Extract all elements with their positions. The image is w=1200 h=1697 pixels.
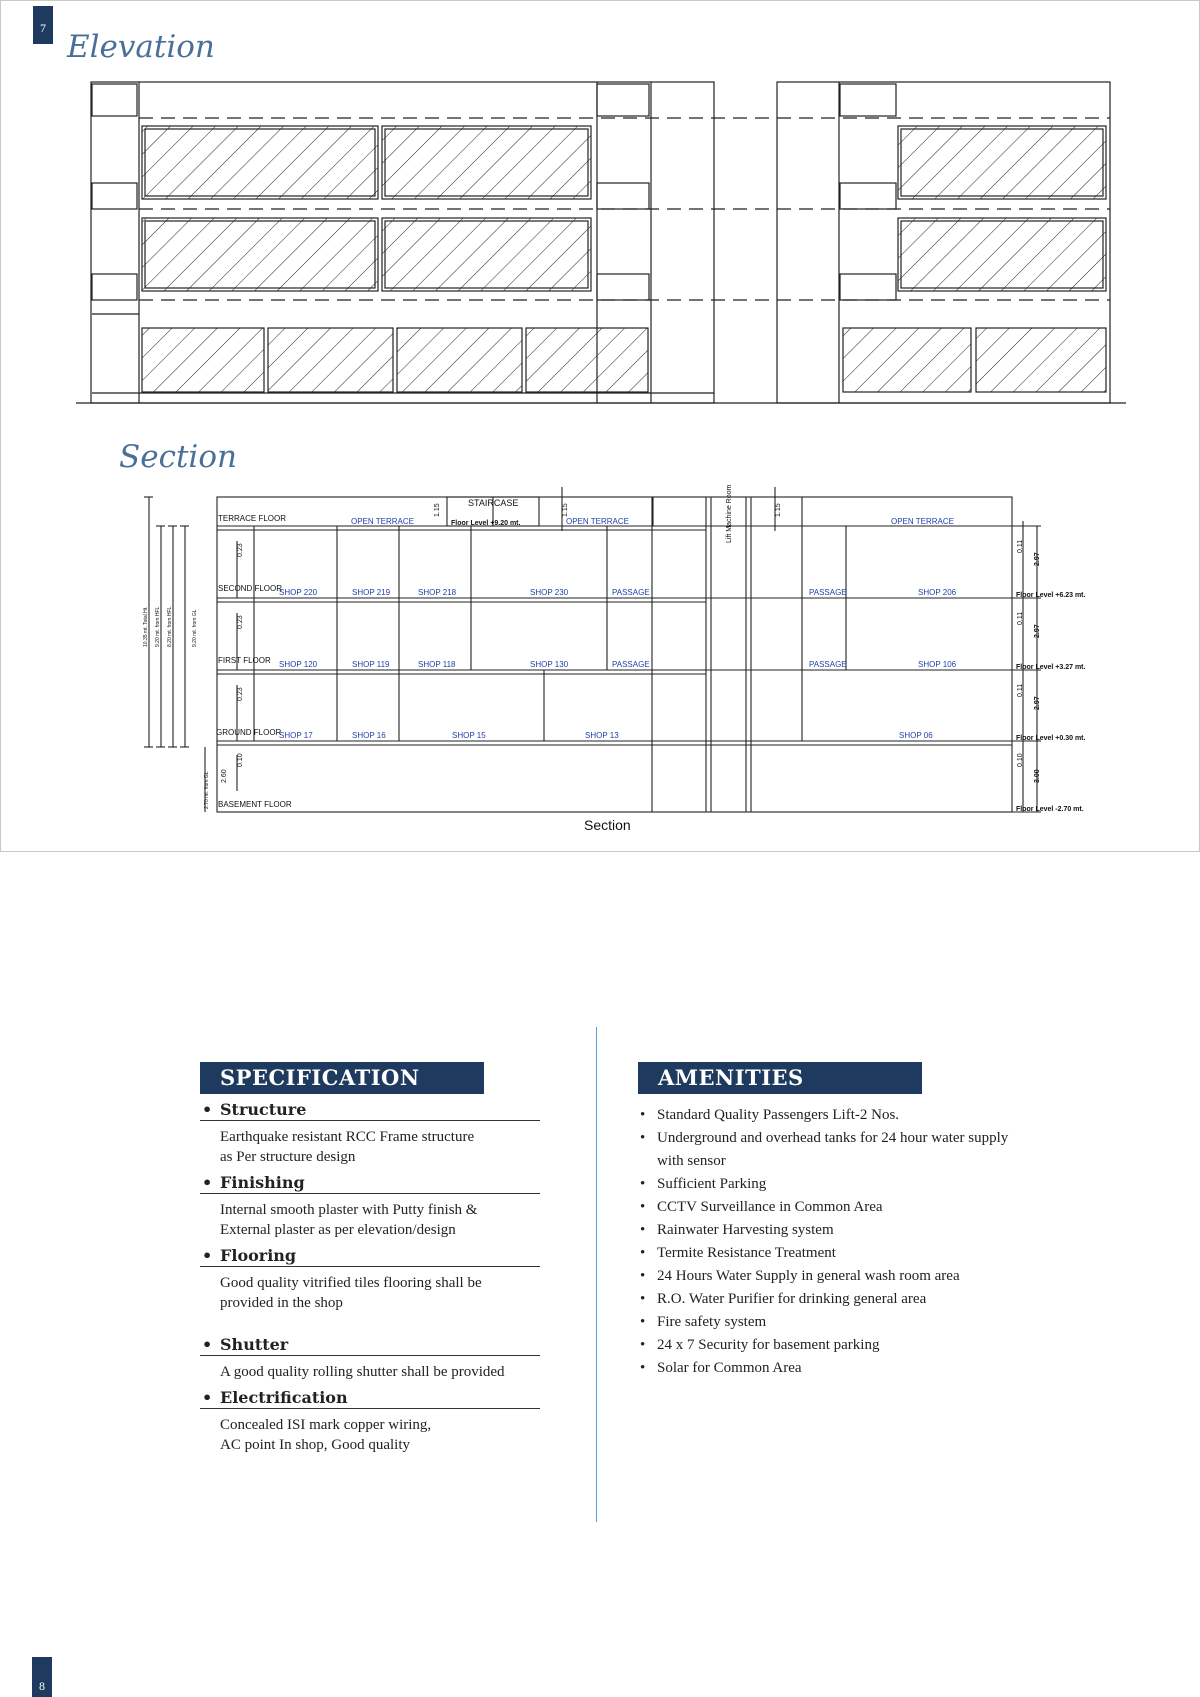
shop-label: SHOP 15 — [452, 731, 486, 740]
amenities-title: AMENITIES — [638, 1062, 922, 1094]
spec-item-finishing — [200, 1173, 545, 1240]
list-item: • CCTV Surveillance in Common Area — [638, 1196, 1017, 1219]
height-dim-3: 8.20 mt. from HFL — [167, 606, 173, 647]
bullet-icon: • — [640, 1314, 646, 1330]
bullet-icon: • — [640, 1222, 646, 1238]
spec-item-structure — [200, 1100, 545, 1167]
shop-label: SHOP 120 — [279, 660, 318, 669]
bullet-icon: • — [202, 1388, 213, 1407]
floor-level-second: Floor Level +6.23 mt. — [1016, 592, 1086, 599]
left-dim-2: 0.23 — [237, 615, 244, 629]
shop-label: SHOP 17 — [279, 731, 313, 740]
floor-level-basement: Floor Level -2.70 mt. — [1016, 806, 1084, 813]
list-item: • Termite Resistance Treatment — [638, 1242, 1017, 1265]
spec-item-flooring — [200, 1246, 545, 1313]
open-terrace-label-3: OPEN TERRACE — [891, 517, 954, 526]
slab-dim-4: 0.10 — [1017, 753, 1024, 767]
slab-dim-3: 0.11 — [1017, 683, 1024, 697]
parapet-dim-1: 1.15 — [434, 503, 441, 517]
staircase-label: STAIRCASE — [468, 498, 519, 508]
spec-heading: Flooring — [220, 1246, 297, 1265]
shop-label: SHOP 230 — [530, 588, 569, 597]
bullet-icon: • — [202, 1100, 213, 1119]
level-dim-4: 3.00 — [1034, 769, 1041, 783]
left-dim-3: 0.23 — [237, 687, 244, 701]
bullet-icon: • — [640, 1130, 646, 1146]
basement-dim-1: 2.70 mt. from GL — [204, 771, 210, 809]
spec-item-electrification — [200, 1388, 545, 1455]
bullet-icon: • — [202, 1173, 213, 1192]
passage-label: PASSAGE — [809, 588, 847, 597]
open-terrace-label-2: OPEN TERRACE — [566, 517, 629, 526]
bullet-icon: • — [640, 1337, 646, 1353]
spec-heading: Electrification — [220, 1388, 348, 1407]
spec-line: AC point In shop, Good quality — [220, 1437, 410, 1453]
parapet-dim-3: 1.15 — [775, 503, 782, 517]
specification-section — [200, 1062, 545, 1455]
spec-line: External plaster as per elevation/design — [220, 1222, 456, 1238]
shop-label: SHOP 206 — [918, 588, 957, 597]
list-item: • Standard Quality Passengers Lift-2 Nos. — [638, 1104, 1017, 1127]
page-8 — [0, 852, 1200, 1697]
section-heading: Section — [119, 439, 237, 475]
passage-label: PASSAGE — [612, 660, 650, 669]
list-item: • R.O. Water Purifier for drinking general area — [638, 1288, 1017, 1311]
level-dim-3: 2.97 — [1034, 696, 1041, 710]
basement-dim-2: 2.60 — [221, 769, 228, 783]
list-item: • Sufficient Parking — [638, 1173, 1017, 1196]
bullet-icon: • — [640, 1268, 646, 1284]
floor-level-first: Floor Level +3.27 mt. — [1016, 664, 1086, 671]
spec-heading: Finishing — [220, 1173, 305, 1192]
bullet-icon: • — [640, 1360, 646, 1376]
list-item: • 24 Hours Water Supply in general wash room area — [638, 1265, 1017, 1288]
shop-label: SHOP 118 — [418, 660, 456, 669]
bullet-icon: • — [640, 1245, 646, 1261]
amenities-section — [638, 1062, 1018, 1380]
column-divider — [596, 1027, 597, 1522]
shop-label: SHOP 06 — [899, 731, 933, 740]
bullet-icon: • — [640, 1107, 646, 1123]
spec-line: A good quality rolling shutter shall be provided — [220, 1364, 505, 1380]
shop-label: SHOP 13 — [585, 731, 619, 740]
bullet-icon: • — [202, 1246, 213, 1265]
second-floor-label: SECOND FLOOR — [218, 584, 283, 593]
floor-level-ground: Floor Level +0.30 mt. — [1016, 735, 1086, 742]
lift-machine-room-label: Lift Machine Room — [726, 484, 733, 543]
section-drawing — [144, 487, 1041, 812]
spec-line: provided in the shop — [220, 1295, 343, 1311]
height-dim-4: 9.20 mt. from GL — [192, 609, 198, 647]
left-dim-4: 0.10 — [237, 753, 244, 767]
slab-dim-2: 0.11 — [1017, 611, 1024, 625]
list-item: • 24 x 7 Security for basement parking — [638, 1334, 1017, 1357]
spec-line: Internal smooth plaster with Putty finish & — [220, 1202, 478, 1218]
architectural-drawings — [1, 1, 1200, 853]
spec-heading: Shutter — [220, 1335, 289, 1354]
shop-label: SHOP 220 — [279, 588, 318, 597]
page-number-badge: 8 — [32, 1657, 52, 1697]
terrace-level-label: Floor Level +9.20 mt. — [451, 520, 521, 527]
elevation-heading: Elevation — [67, 29, 215, 65]
shop-label: SHOP 130 — [530, 660, 569, 669]
section-caption: Section — [584, 817, 631, 833]
ground-floor-label: GROUND FLOOR — [216, 728, 282, 737]
first-floor-label: FIRST FLOOR — [218, 656, 271, 665]
spec-line: as Per structure design — [220, 1149, 356, 1165]
bullet-icon: • — [640, 1291, 646, 1307]
specification-title: SPECIFICATION — [200, 1062, 484, 1094]
list-item: • Rainwater Harvesting system — [638, 1219, 1017, 1242]
level-dim-2: 2.97 — [1034, 624, 1041, 638]
page-number-badge: 7 — [33, 6, 53, 44]
passage-label: PASSAGE — [612, 588, 650, 597]
list-item: • Underground and overhead tanks for 24 hour water supply with sensor — [638, 1127, 1017, 1173]
bullet-icon: • — [640, 1199, 646, 1215]
list-item: • Fire safety system — [638, 1311, 1017, 1334]
height-dim-1: 10.35 mt. Total Ht. — [143, 606, 149, 647]
slab-dim-1: 0.11 — [1017, 539, 1024, 553]
shop-label: SHOP 218 — [418, 588, 457, 597]
spec-heading: Structure — [220, 1100, 307, 1119]
height-dim-2: 9.20 mt. from HFL — [155, 606, 161, 647]
elevation-drawing — [76, 82, 1126, 403]
shop-label: SHOP 119 — [352, 660, 390, 669]
shop-label: SHOP 106 — [918, 660, 957, 669]
spec-item-shutter — [200, 1335, 545, 1382]
terrace-floor-label: TERRACE FLOOR — [218, 514, 287, 523]
spec-line: Concealed ISI mark copper wiring, — [220, 1417, 432, 1433]
level-dim-1: 2.97 — [1034, 552, 1041, 566]
shop-label: SHOP 16 — [352, 731, 386, 740]
list-item: • Solar for Common Area — [638, 1357, 1017, 1380]
passage-label: PASSAGE — [809, 660, 847, 669]
open-terrace-label-1: OPEN TERRACE — [351, 517, 414, 526]
bullet-icon: • — [202, 1335, 213, 1354]
spec-line: Earthquake resistant RCC Frame structure — [220, 1129, 475, 1145]
left-dim-1: 0.23 — [237, 543, 244, 557]
shop-label: SHOP 219 — [352, 588, 391, 597]
bullet-icon: • — [640, 1176, 646, 1192]
basement-floor-label: BASEMENT FLOOR — [218, 800, 292, 809]
parapet-dim-2: 1.15 — [562, 503, 569, 517]
spec-line: Good quality vitrified tiles flooring shall be — [220, 1275, 482, 1291]
amenities-list — [638, 1104, 1018, 1380]
